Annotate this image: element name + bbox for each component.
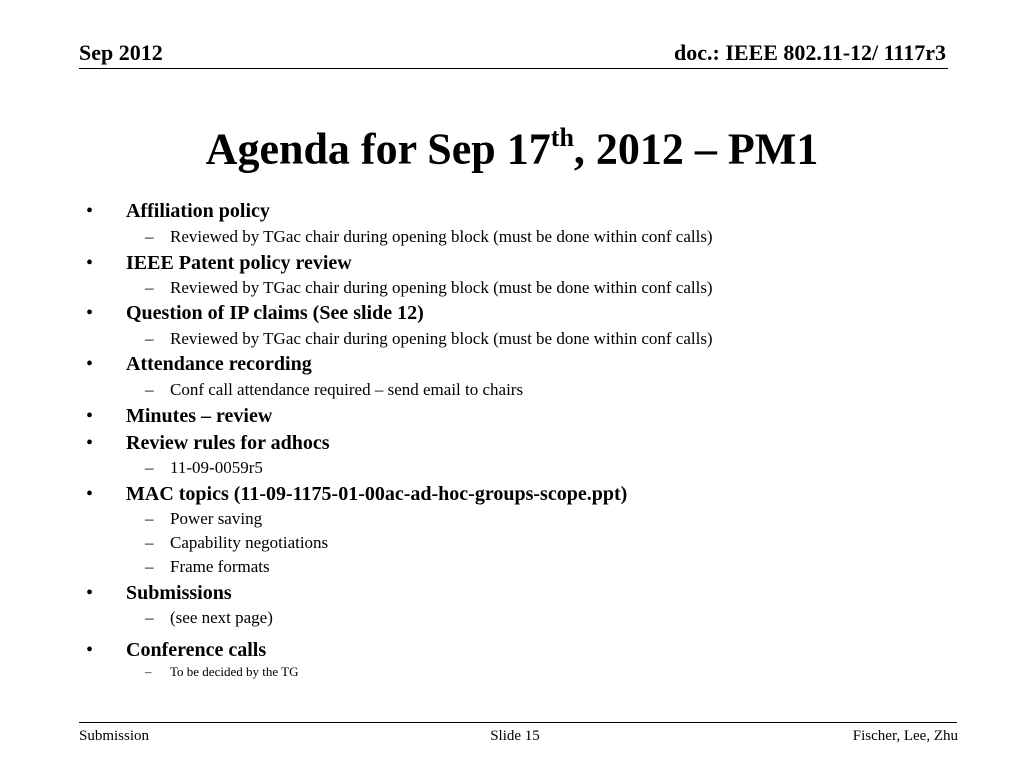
bullet-icon: • — [86, 353, 94, 375]
agenda-item — [86, 351, 312, 377]
agenda-item-label: Conference calls — [126, 639, 267, 661]
footer-rule — [79, 722, 957, 723]
agenda-subitem-label: 11-09-0059r5 — [170, 458, 263, 477]
agenda-item-label: Minutes – review — [126, 405, 273, 427]
bullet-icon: • — [86, 483, 94, 505]
bullet-icon: • — [86, 582, 94, 604]
title-main: Agenda for Sep 17 — [205, 124, 551, 174]
agenda-subitem — [145, 607, 273, 629]
agenda-item — [86, 481, 627, 507]
agenda-subitem-label: Frame formats — [170, 557, 270, 576]
bullet-icon: • — [86, 302, 94, 324]
agenda-subitem-label: Capability negotiations — [170, 533, 329, 552]
agenda-subitem — [145, 556, 270, 578]
agenda-item — [86, 580, 232, 606]
dash-icon: – — [145, 227, 154, 246]
agenda-item-label: Affiliation policy — [126, 200, 270, 222]
bullet-icon: • — [86, 200, 94, 222]
agenda-subitem — [145, 457, 263, 479]
dash-icon: – — [145, 329, 154, 348]
footer-authors: Fischer, Lee, Zhu — [852, 728, 958, 744]
header-date: Sep 2012 — [79, 40, 163, 65]
bullet-icon: • — [86, 405, 94, 427]
agenda-item-label: Submissions — [126, 582, 232, 604]
agenda-item — [86, 198, 270, 224]
dash-icon: – — [145, 533, 154, 552]
dash-icon: – — [145, 509, 154, 528]
bullet-icon: • — [86, 639, 94, 661]
agenda-subitem-label: Reviewed by TGac chair during opening block (must be done within conf calls) — [170, 329, 713, 348]
title-superscript: th — [550, 123, 574, 152]
agenda-subitem — [145, 328, 713, 350]
agenda-item-label: MAC topics (11-09-1175-01-00ac-ad-hoc-groups-scope.ppt) — [126, 483, 628, 505]
bullet-icon: • — [86, 432, 94, 454]
agenda-subitem-label: Conf call attendance required – send email to chairs — [170, 380, 524, 399]
agenda-subitem-label: Reviewed by TGac chair during opening block (must be done within conf calls) — [170, 278, 713, 297]
header-doc-id: doc.: IEEE 802.11-12/ 1117r3 — [674, 40, 946, 65]
agenda-item — [86, 430, 330, 456]
agenda-item — [86, 403, 272, 429]
agenda-subitem — [145, 508, 262, 530]
agenda-subitem — [145, 277, 713, 299]
dash-icon: – — [145, 608, 154, 627]
agenda-item-label: Question of IP claims (See slide 12) — [126, 302, 424, 324]
footer-submission: Submission — [79, 728, 150, 744]
agenda-item — [86, 300, 424, 326]
agenda-item-label: Review rules for adhocs — [126, 432, 330, 454]
bullet-icon: • — [86, 252, 94, 274]
footer-slide-number: Slide 15 — [490, 728, 540, 744]
agenda-subitem-label: Power saving — [170, 509, 263, 528]
agenda-subitem — [145, 532, 328, 554]
agenda-subitem-label: Reviewed by TGac chair during opening block (must be done within conf calls) — [170, 227, 713, 246]
agenda-subitem — [145, 663, 298, 681]
dash-icon: – — [145, 380, 154, 399]
dash-icon: – — [145, 557, 154, 576]
agenda-subitem — [145, 379, 523, 401]
agenda-item — [86, 250, 352, 276]
agenda-item-label: Attendance recording — [126, 353, 312, 375]
dash-icon: – — [145, 458, 154, 477]
dash-icon: – — [145, 278, 154, 297]
agenda-item-label: IEEE Patent policy review — [126, 252, 352, 274]
agenda-subitem-label: To be decided by the TG — [170, 664, 299, 679]
agenda-subitem-label: (see next page) — [170, 608, 273, 627]
agenda-item — [86, 637, 266, 663]
agenda-subitem — [145, 226, 713, 248]
title-suffix: , 2012 – PM1 — [573, 124, 819, 174]
dash-icon: – — [145, 664, 152, 679]
